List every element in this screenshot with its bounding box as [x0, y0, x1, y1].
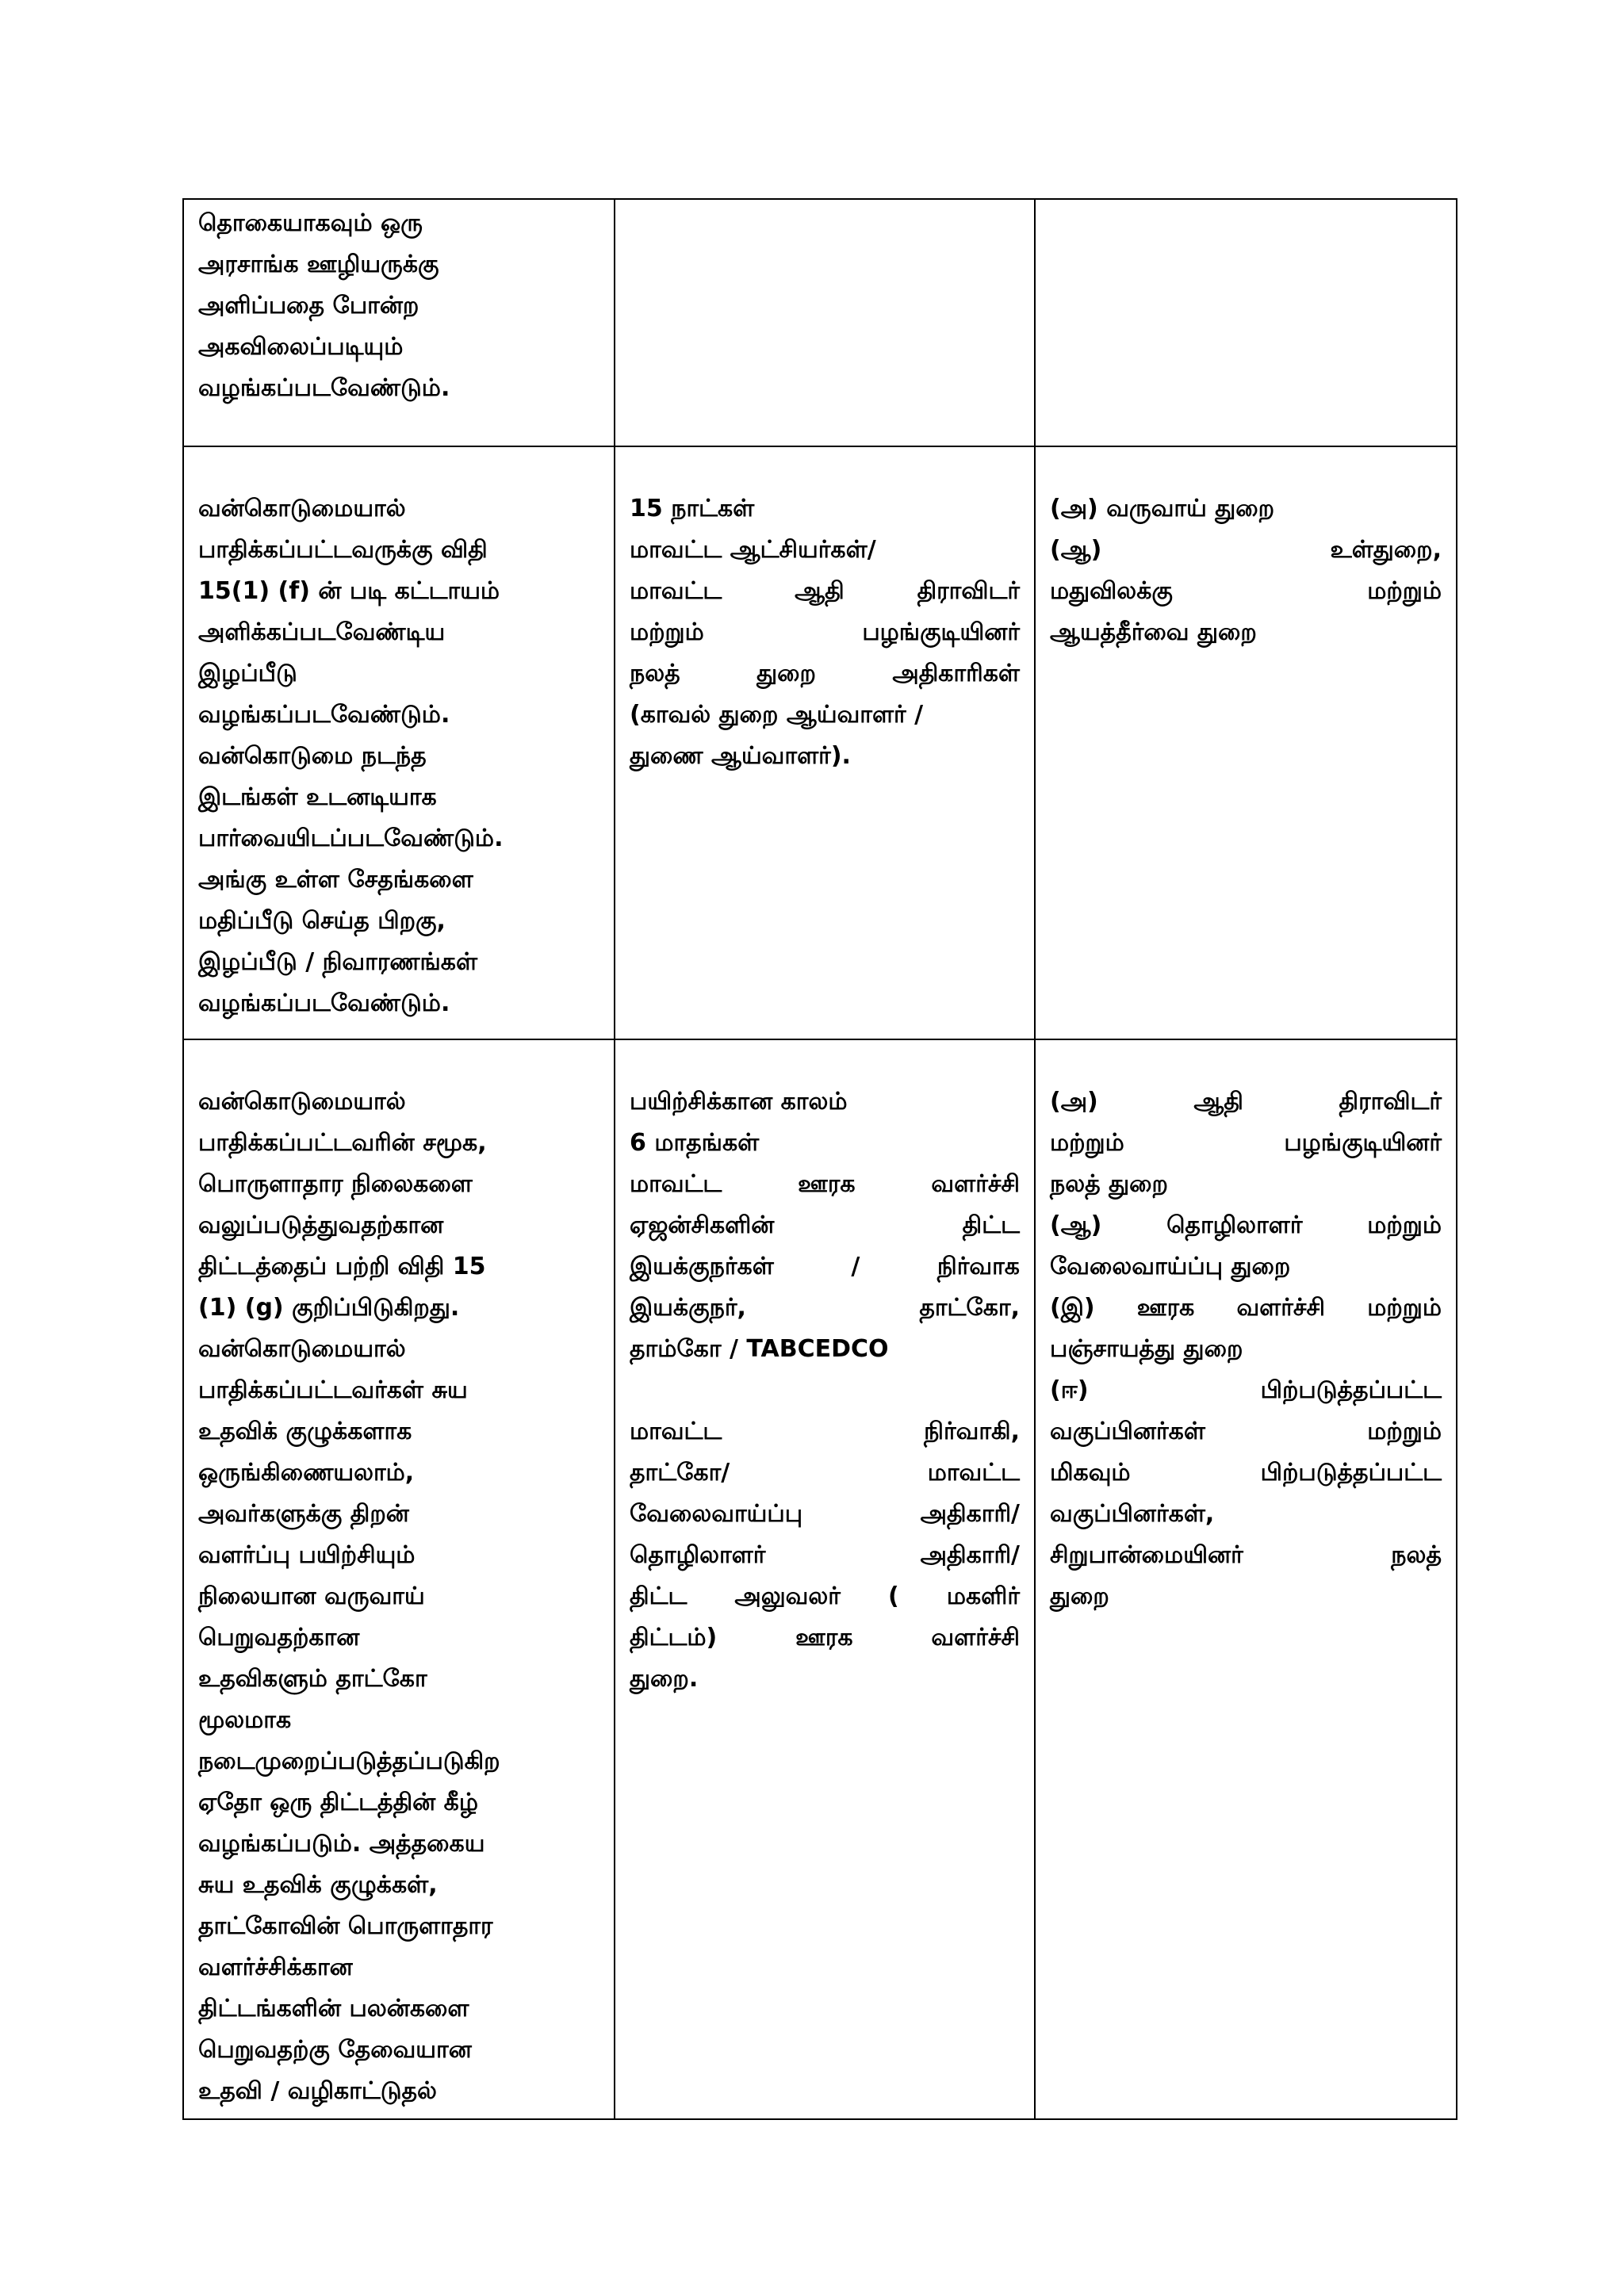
cell-text-line: வேலைவாய்ப்பு துறை [1050, 1253, 1291, 1280]
cell-text-line: வளர்ப்பு பயிற்சியும் [198, 1541, 416, 1569]
cell-text-line: இடங்கள் உடனடியாக [198, 783, 437, 811]
cell-text-line: இழப்பீடு / நிவாரணங்கள் [198, 948, 478, 976]
cell-text-line: மூலமாக [198, 1706, 292, 1734]
cell-text-line: (ஈ) பிற்படுத்தப்பட்ட [1050, 1376, 1442, 1404]
cell-timeline-authority [615, 446, 1035, 1039]
cell-text-line: துறை. [630, 1665, 699, 1693]
cell-text-line: 15(1) (f) ன் படி கட்டாயம் [198, 577, 500, 605]
cell-text-line: (1) (g) குறிப்பிடுகிறது. [198, 1294, 460, 1322]
cell-description [183, 199, 615, 446]
cell-text-line: திட்டங்களின் பலன்களை [198, 1995, 469, 2022]
cell-description [183, 446, 615, 1039]
cell-text-line: பெறுவதற்கு தேவையான [198, 2036, 472, 2064]
cell-text-line: பஞ்சாயத்து துறை [1050, 1335, 1243, 1363]
cell-text-line: வகுப்பினர்கள் மற்றும் [1050, 1418, 1442, 1445]
cell-text-line: அவர்களுக்கு திறன் [198, 1500, 409, 1528]
cell-text-line [630, 1370, 1020, 1411]
cell-text-line: அளிப்பதை போன்ற [198, 292, 419, 320]
cell-text-line: தொழிலாளர் அதிகாரி/ [630, 1541, 1020, 1569]
cell-text-line: உதவிக் குழுக்களாக [198, 1418, 412, 1445]
cell-text-line: வன்கொடுமையால் [198, 1335, 406, 1363]
cell-text-line: (அ) ஆதி திராவிடர் [1050, 1088, 1442, 1115]
table-row [183, 446, 1457, 1039]
cell-text-line: துணை ஆய்வாளர்). [630, 742, 851, 770]
cell-text-line: தாட்கோ/ மாவட்ட [630, 1459, 1020, 1487]
cell-text-line: அளிக்கப்படவேண்டிய [198, 618, 446, 646]
cell-text-line: திட்டம்) ஊரக வளர்ச்சி [630, 1624, 1020, 1651]
cell-text-line: மற்றும் பழங்குடியினர் [630, 618, 1020, 646]
cell-text-line: மதுவிலக்கு மற்றும் [1050, 577, 1442, 605]
cell-text-line: உதவிகளும் தாட்கோ [198, 1665, 427, 1693]
cell-text-line: நிலையான வருவாய் [198, 1582, 425, 1610]
cell-text-line: வளர்ச்சிக்கான [198, 1954, 353, 1981]
cell-text-line: வகுப்பினர்கள், [1050, 1500, 1215, 1528]
cell-text-line: நலத் துறை அதிகாரிகள் [630, 660, 1020, 687]
cell-text-line: பாதிக்கப்பட்டவரின் சமூக, [198, 1129, 487, 1157]
cell-text-line: பெறுவதற்கான [198, 1624, 360, 1651]
cell-text-line: திட்டத்தைப் பற்றி விதி 15 [198, 1253, 486, 1280]
cell-text-line: வழங்கப்படும். அத்தகைய [198, 1830, 485, 1858]
cell-text-line: இயக்குநர், தாட்கோ, [630, 1294, 1020, 1322]
cell-text-line: பார்வையிடப்படவேண்டும். [198, 825, 504, 852]
cell-text-line: வேலைவாய்ப்பு அதிகாரி/ [630, 1500, 1020, 1528]
cell-text-line: மாவட்ட ஊரக வளர்ச்சி [630, 1170, 1020, 1198]
cell-text-line: வன்கொடுமையால் [198, 1088, 406, 1115]
cell-text-line: உதவி / வழிகாட்டுதல் [198, 2077, 437, 2105]
cell-text-line: நலத் துறை [1050, 1170, 1168, 1198]
cell-text-line: ஆயத்தீர்வை துறை [1050, 618, 1257, 646]
cell-text-line: தாட்கோவின் பொருளாதார [198, 1912, 493, 1940]
cell-text-line: 15 நாட்கள் [630, 495, 755, 522]
cell-text-line: ஒருங்கிணையலாம், [198, 1459, 415, 1487]
cell-department [1035, 1039, 1457, 2119]
cell-text-line: (அ) வருவாய் துறை [1050, 495, 1275, 522]
cell-department [1035, 446, 1457, 1039]
cell-text-line: பாதிக்கப்பட்டவர்கள் சுய [198, 1376, 468, 1404]
cell-text-line: (ஆ) தொழிலாளர் மற்றும் [1050, 1211, 1442, 1239]
cell-text-line: மதிப்பீடு செய்த பிறகு, [198, 907, 446, 935]
cell-text-line: (இ) ஊரக வளர்ச்சி மற்றும் [1050, 1294, 1442, 1322]
cell-text-line: 6 மாதங்கள் [630, 1129, 760, 1157]
cell-text-line: நடைமுறைப்படுத்தப்படுகிற [198, 1747, 500, 1775]
cell-text-line: தாம்கோ / TABCEDCO [630, 1335, 889, 1363]
cell-department [1035, 199, 1457, 446]
cell-text-line: பொருளாதார நிலைகளை [198, 1170, 473, 1198]
cell-text-line: சிறுபான்மையினர் நலத் [1050, 1541, 1442, 1569]
cell-text-line: வழங்கப்படவேண்டும். [198, 701, 450, 729]
cell-text-line: துறை [1050, 1582, 1109, 1610]
cell-text-line: வழங்கப்படவேண்டும். [198, 374, 450, 402]
cell-text-line: (காவல் துறை ஆய்வாளர் / [630, 701, 924, 729]
cell-text-line: ஏதோ ஒரு திட்டத்தின் கீழ் [198, 1789, 479, 1816]
cell-text-line: (ஆ) உள்துறை, [1050, 536, 1442, 564]
cell-text-line: மிகவும் பிற்படுத்தப்பட்ட [1050, 1459, 1442, 1487]
cell-text-line: வழங்கப்படவேண்டும். [198, 989, 450, 1017]
cell-timeline-authority [615, 199, 1035, 446]
cell-text-line: திட்ட அலுவலர் ( மகளிர் [630, 1582, 1020, 1610]
cell-text-line: ஏஜன்சிகளின் திட்ட [630, 1211, 1020, 1239]
cell-description [183, 1039, 615, 2119]
cell-text-line: வலுப்படுத்துவதற்கான [198, 1211, 444, 1239]
cell-text-line: தொகையாகவும் ஒரு [198, 209, 423, 237]
cell-text-line: மாவட்ட நிர்வாகி, [630, 1418, 1020, 1445]
cell-text-line: இழப்பீடு [198, 660, 297, 687]
cell-text-line: அரசாங்க ஊழியருக்கு [198, 251, 439, 278]
cell-timeline-authority [615, 1039, 1035, 2119]
cell-text-line: பாதிக்கப்பட்டவருக்கு விதி [198, 536, 488, 564]
cell-text-line: அங்கு உள்ள சேதங்களை [198, 866, 473, 894]
table-row [183, 1039, 1457, 2119]
document-table [182, 198, 1457, 2120]
cell-text-line: மாவட்ட ஆட்சியர்கள்/ [630, 536, 876, 564]
cell-text-line: வன்கொடுமை நடந்த [198, 742, 427, 770]
cell-text-line: மாவட்ட ஆதி திராவிடர் [630, 577, 1020, 605]
cell-text-line: அகவிலைப்படியும் [198, 333, 404, 361]
cell-text-line: பயிற்சிக்கான காலம் [630, 1088, 848, 1115]
cell-text-line: சுய உதவிக் குழுக்கள், [198, 1871, 438, 1899]
cell-text-line: இயக்குநர்கள் / நிர்வாக [630, 1253, 1020, 1280]
cell-text-line: வன்கொடுமையால் [198, 495, 406, 522]
table-row [183, 199, 1457, 446]
cell-text-line: மற்றும் பழங்குடியினர் [1050, 1129, 1442, 1157]
